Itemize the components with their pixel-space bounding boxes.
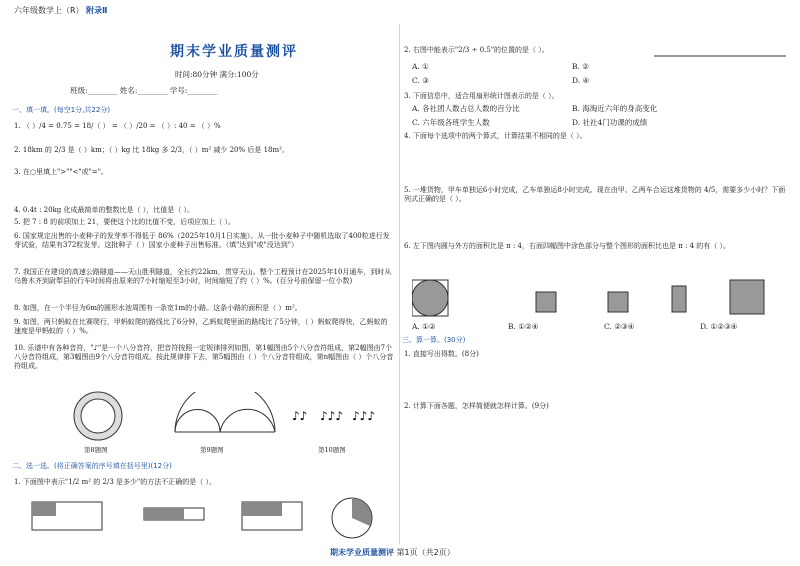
q2-1-options-figure <box>14 494 394 544</box>
q2-3-opt-c: C. 六年级各班学生人数 <box>412 118 490 127</box>
grade-label: 六年级数学上（R） <box>14 6 84 15</box>
q2-2: 2. 右图中能表示"2/3 ÷ 0.5"的位置的是（ ）。 <box>404 46 549 54</box>
fig8-caption: 第8题图 <box>84 446 108 454</box>
q1-1: 1. （ ）/4 = 0.75 = 18/（ ） = （ ）/20 = （ ）: 40 = （ ）% <box>14 122 221 130</box>
q2-4: 4. 下面每个选项中的两个算式，计算结果不相同的是（ ）。 <box>404 132 587 140</box>
section-2-title: 二、选一选。(将正确答案的序号填在括号里)(12分) <box>12 462 172 470</box>
music-notes-figure <box>290 404 380 428</box>
q1-4: 4. 0.4t : 20kg 化成最简单的整数比是（ ），比值是（ ）。 <box>14 206 194 214</box>
q1-5: 5. 把 7 : 8 的前项加上 21，要使这个比的比值不变，后项应加上（ ）。 <box>14 218 235 226</box>
q1-2: 2. 18km 的 2/3 是（ ）km；（ ）kg 比 18kg 多 2/3，（ ）m² 减少 20% 后是 18m²。 <box>14 146 289 154</box>
q1-10: 10. 乐谱中有各种音符，"♪"是一个八分音符，把音符按照一定规律排列如图，第1幅图由5个八分音符组成，第2幅图由7个八分音符组成，第3幅图由9个八分音符组成。按此规律排下去，第5幅图由（ ）个八分音符组成，第n幅图由（ ）个八分音符组成。 <box>14 344 394 370</box>
q2-1: 1. 下面图中表示"1/2 m² 的 2/3 是多少"的方法不正确的是（ ）。 <box>14 478 216 486</box>
q2-5: 5. 一堆货物，甲车单独运6小时完成，乙车单独运8小时完成。现在由甲、乙两车合运这堆货物的 4/5，需要多少小时？下面列式正确的是（ ）。 <box>404 186 786 203</box>
footer-name: 期末学业质量测评 <box>330 548 394 557</box>
fig10-caption: 第10题图 <box>318 446 346 454</box>
pond-figure <box>70 390 130 442</box>
q2-6-opt-b: B. ①②④ <box>508 322 539 331</box>
id-label: 学号: <box>169 86 188 95</box>
q2-6-opt-d: D. ①②③④ <box>700 322 738 331</box>
q2-6-shapes-figure <box>412 278 772 318</box>
header <box>14 6 107 16</box>
svg-text:♪♪: ♪♪ <box>292 409 308 423</box>
q2-3: 3. 下面信息中，适合用扇形统计图表示的是（ ）。 <box>404 92 559 100</box>
ant-path-figure <box>170 392 280 438</box>
q3-1: 1. 直接写出得数。(8分) <box>404 350 479 358</box>
exam-meta: 时间:80分钟 满分:100分 <box>175 70 259 79</box>
q2-2-opt-c: C. ③ <box>412 76 429 85</box>
q1-8: 8. 如图，在一个半径为6m的圆形水池周围有一条宽1m的小路。这条小路的面积是（ ）m²。 <box>14 304 302 312</box>
appendix-tag: 附录Ⅱ <box>86 6 108 15</box>
q1-3: 3. 在○里填上">""<"或"="。 <box>14 168 108 176</box>
q2-6-opt-a: A. ①② <box>412 322 436 331</box>
column-divider <box>399 24 400 544</box>
number-line-figure <box>650 38 790 68</box>
footer <box>330 548 455 558</box>
q2-2-opt-a: A. ① <box>412 62 429 71</box>
q2-3-opt-b: B. 海淘近六年的身高变化 <box>572 104 658 113</box>
q2-2-opt-d: D. ④ <box>572 76 590 85</box>
q1-6: 6. 国家规定出售的小麦种子的发芽率不得低于 86%（2025年10月1日实施）。从一批小麦种子中随机选取了400粒进行发芽试验，结果有372粒发芽。这批种子（ ）国家小麦种子出售标准。（填"达到"或"没达到"） <box>14 232 390 249</box>
footer-page: 第1页（共2页） <box>396 548 455 557</box>
q3-2: 2. 计算下面各题，怎样简便就怎样计算。(9分) <box>404 402 549 410</box>
svg-text:♪♪♪: ♪♪♪ <box>352 409 375 423</box>
q2-6: 6. 左下图内圆与外方的面积比是 π : 4，右面四幅图中涂色部分与整个图形的面积比也是 π : 4 的有（ ）。 <box>404 242 731 250</box>
q1-7: 7. 我国正在建设的高速公路隧道——天山胜利隧道，全长约22km，贯穿天山。整个工程预计在2025年10月通车，到时从乌鲁木齐到尉犁县的行车时间将由原来的7小时缩短至3小时，时间缩短了约（ ）%。(百分号前保留一位小数) <box>14 268 392 285</box>
section-3-title: 三、算一算。(30分) <box>402 336 466 344</box>
fig9-caption: 第9题图 <box>200 446 224 454</box>
class-label: 班级: <box>70 86 88 95</box>
q2-6-opt-c: C. ②③④ <box>604 322 635 331</box>
q2-2-opt-b: B. ② <box>572 62 590 71</box>
student-info: 班级:________ 姓名:________ 学号:________ <box>70 86 218 95</box>
svg-text:♪♪♪: ♪♪♪ <box>320 409 343 423</box>
page-title: 期末学业质量测评 <box>170 44 298 60</box>
section-1-title: 一、填一填。(每空1分,共22分) <box>12 106 111 114</box>
q2-3-opt-d: D. 社社4门功课的成绩 <box>572 118 648 127</box>
q2-3-opt-a: A. 各社团人数占总人数的百分比 <box>412 104 520 113</box>
name-label: 姓名: <box>119 86 138 95</box>
q1-9: 9. 如图，两只蚂蚁在比赛爬行，甲蚂蚁爬的路线比了6分钟，乙蚂蚁爬里面的路线比了5分钟，（ ）蚂蚁爬得快，乙蚂蚁的速度是甲蚂蚁的（ ）%。 <box>14 318 388 335</box>
